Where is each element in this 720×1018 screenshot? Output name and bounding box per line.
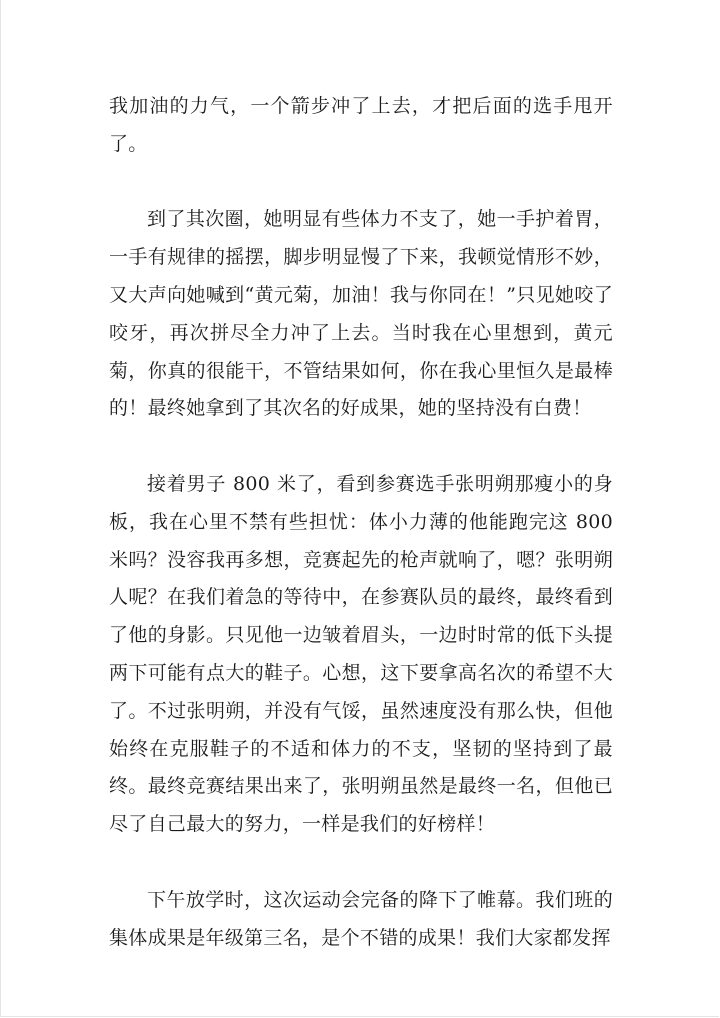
paragraph-spacer — [109, 164, 613, 202]
paragraph-spacer — [109, 844, 613, 882]
paragraph-spacer — [109, 428, 613, 466]
document-body — [109, 88, 613, 957]
paragraph-2: 到了其次圈，她明显有些体力不支了，她一手护着胃，一手有规律的摇摆，脚步明显慢了下来，我顿觉情形不妙，又大声向她喊到“黄元菊，加油！我与你同在！”只见她咬了咬牙，再次拼尽全力冲了上去。当时我在心里想到，黄元菊，你真的很能干，不管结果如何，你在我心里恒久是最棒的！最终她拿到了其次名的好成果，她的坚持没有白费！ — [109, 208, 613, 420]
paragraph-4: 下午放学时，这次运动会完备的降下了帷幕。我们班的集体成果是年级第三名，是个不错的成果！我们大家都发挥 — [109, 888, 613, 949]
paragraph-1: 我加油的力气，一个箭步冲了上去，才把后面的选手甩开了。 — [109, 95, 613, 155]
paragraph-3: 接着男子 800 米了，看到参赛选手张明朔那瘦小的身板，我在心里不禁有些担忧：体小力薄的他能跑完这 800 米吗？没容我再多想，竞赛起先的枪声就响了，嗯？张明朔人呢？在我们着急的等待中，在参赛队员的最终，最终看到了他的身影。只见他一边皱着眉头，一边时时常的低下头提两下可能有点大的鞋子。心想，这下要拿高名次的希望不大了。不过张明朔，并没有气馁，虽然速度没有那么快，但他始终在克服鞋子的不适和体力的不支，坚韧的坚持到了最终。最终竞赛结果出来了，张明朔虽然是最终一名，但他已尽了自己最大的努力，一样是我们的好榜样！ — [109, 472, 613, 836]
